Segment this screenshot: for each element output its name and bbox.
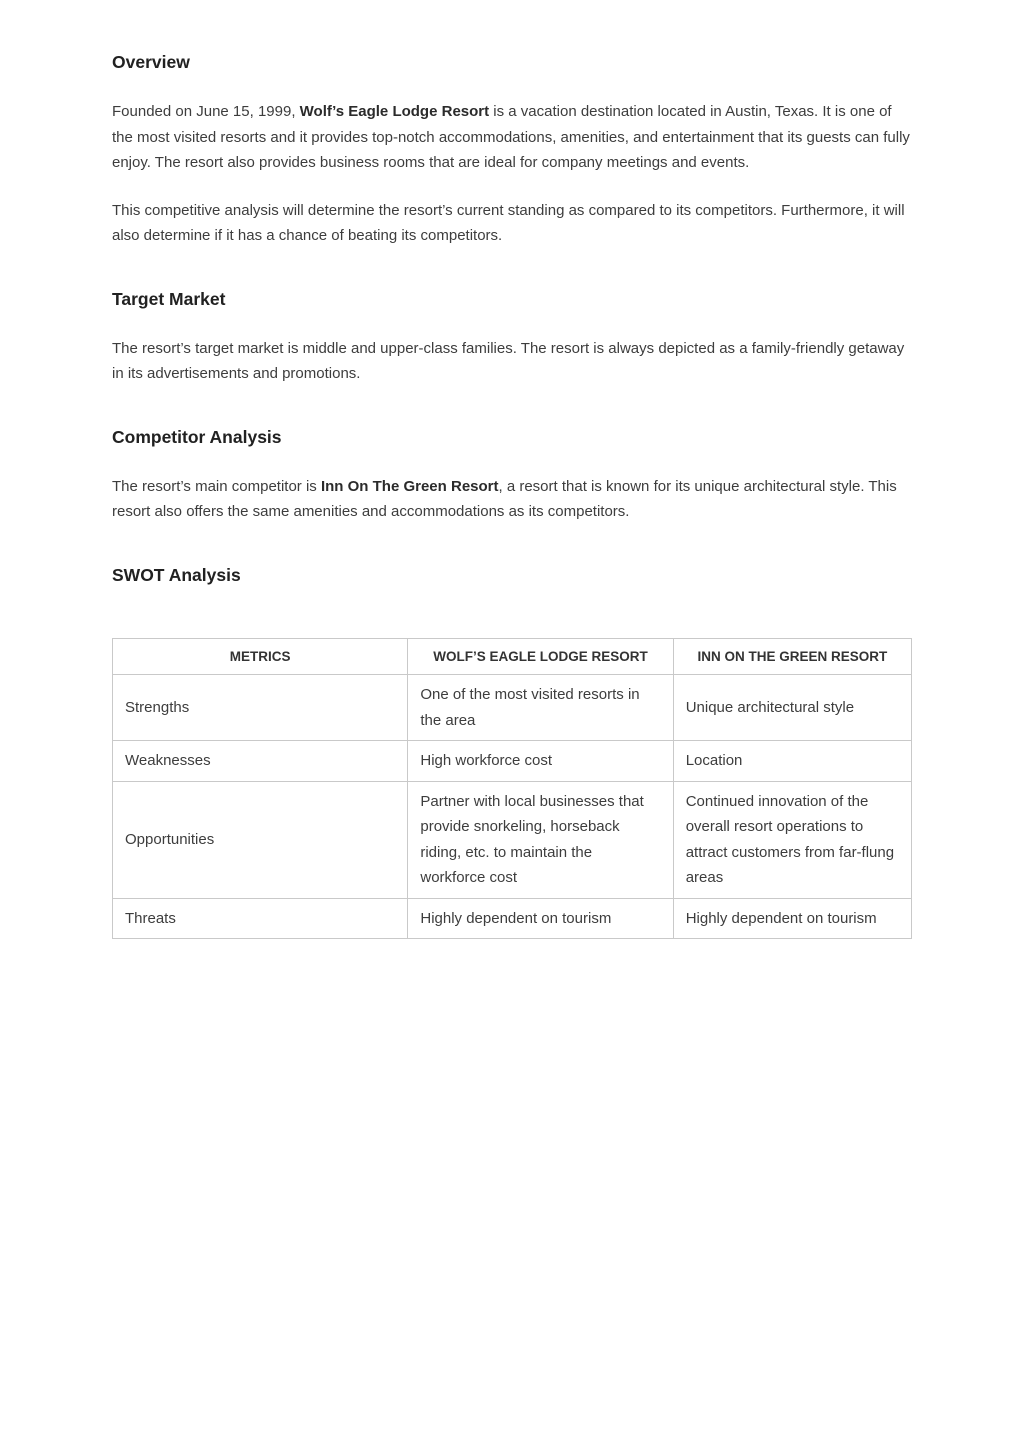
competitor-p1-prefix: The resort’s main competitor is xyxy=(112,477,321,495)
target-market-heading: Target Market xyxy=(112,288,226,309)
target-market-paragraph: The resort’s target market is middle and upper-class families. The resort is always depicted as a family-friendly getaway in its advertisements and promotions. xyxy=(112,339,905,382)
swot-header-wolfs-eagle: WOLF’S EAGLE LODGE RESORT xyxy=(408,638,673,675)
strengths-wolfs-cell: One of the most visited resorts in the area xyxy=(408,675,673,741)
competitor-analysis-paragraph xyxy=(112,474,912,525)
table-row-weaknesses xyxy=(113,741,912,782)
weaknesses-metric-cell: Weaknesses xyxy=(113,741,408,782)
resort-name-bold: Wolf’s Eagle Lodge Resort xyxy=(299,103,490,120)
strengths-inn-cell: Unique architectural style xyxy=(673,675,911,741)
weaknesses-inn-cell: Location xyxy=(673,741,911,782)
competitor-analysis-heading: Competitor Analysis xyxy=(112,426,282,447)
weaknesses-wolfs-cell: High workforce cost xyxy=(408,741,673,782)
threats-inn-cell: Highly dependent on tourism xyxy=(673,898,911,939)
opportunities-inn-cell: Continued innovation of the overall resort operations to attract customers from far-flung areas xyxy=(673,781,911,898)
strengths-metric-cell: Strengths xyxy=(113,675,408,741)
overview-paragraph-1 xyxy=(112,99,912,176)
swot-table xyxy=(112,638,912,940)
overview-p1-prefix: Founded on June 15, 1999, xyxy=(112,103,300,120)
table-row-opportunities xyxy=(113,781,912,898)
opportunities-wolfs-cell: Partner with local businesses that provide snorkeling, horseback riding, etc. to maintain the workforce cost xyxy=(408,781,673,898)
overview-paragraph-2: This competitive analysis will determine the resort’s current standing as compared to its competitors. Furthermore, it will also determine if it has a chance of beating its competitors. xyxy=(112,201,905,244)
overview-p1-suffix: is a vacation destination located in Austin, Texas. It is one of the most visited resorts and it provides top-notch accommodations, amenities, and entertainment that its guests can fully enjoy. The resort also provides business rooms that are ideal for company meetings and events. xyxy=(112,103,910,171)
swot-table-header-row xyxy=(113,638,912,675)
threats-metric-cell: Threats xyxy=(113,898,408,939)
table-row-threats xyxy=(113,898,912,939)
competitor-p1-suffix: , a resort that is known for its unique architectural style. This resort also offers the same amenities and accommodations as its competitors. xyxy=(112,477,897,520)
competitor-name-bold: Inn On The Green Resort xyxy=(320,477,499,495)
table-row-strengths xyxy=(113,675,912,741)
swot-header-inn-green: INN ON THE GREEN RESORT xyxy=(673,638,911,675)
opportunities-metric-cell: Opportunities xyxy=(113,781,408,898)
threats-wolfs-cell: Highly dependent on tourism xyxy=(408,898,673,939)
overview-heading: Overview xyxy=(112,52,190,72)
swot-analysis-heading: SWOT Analysis xyxy=(112,564,241,585)
swot-header-metrics: METRICS xyxy=(113,638,408,675)
